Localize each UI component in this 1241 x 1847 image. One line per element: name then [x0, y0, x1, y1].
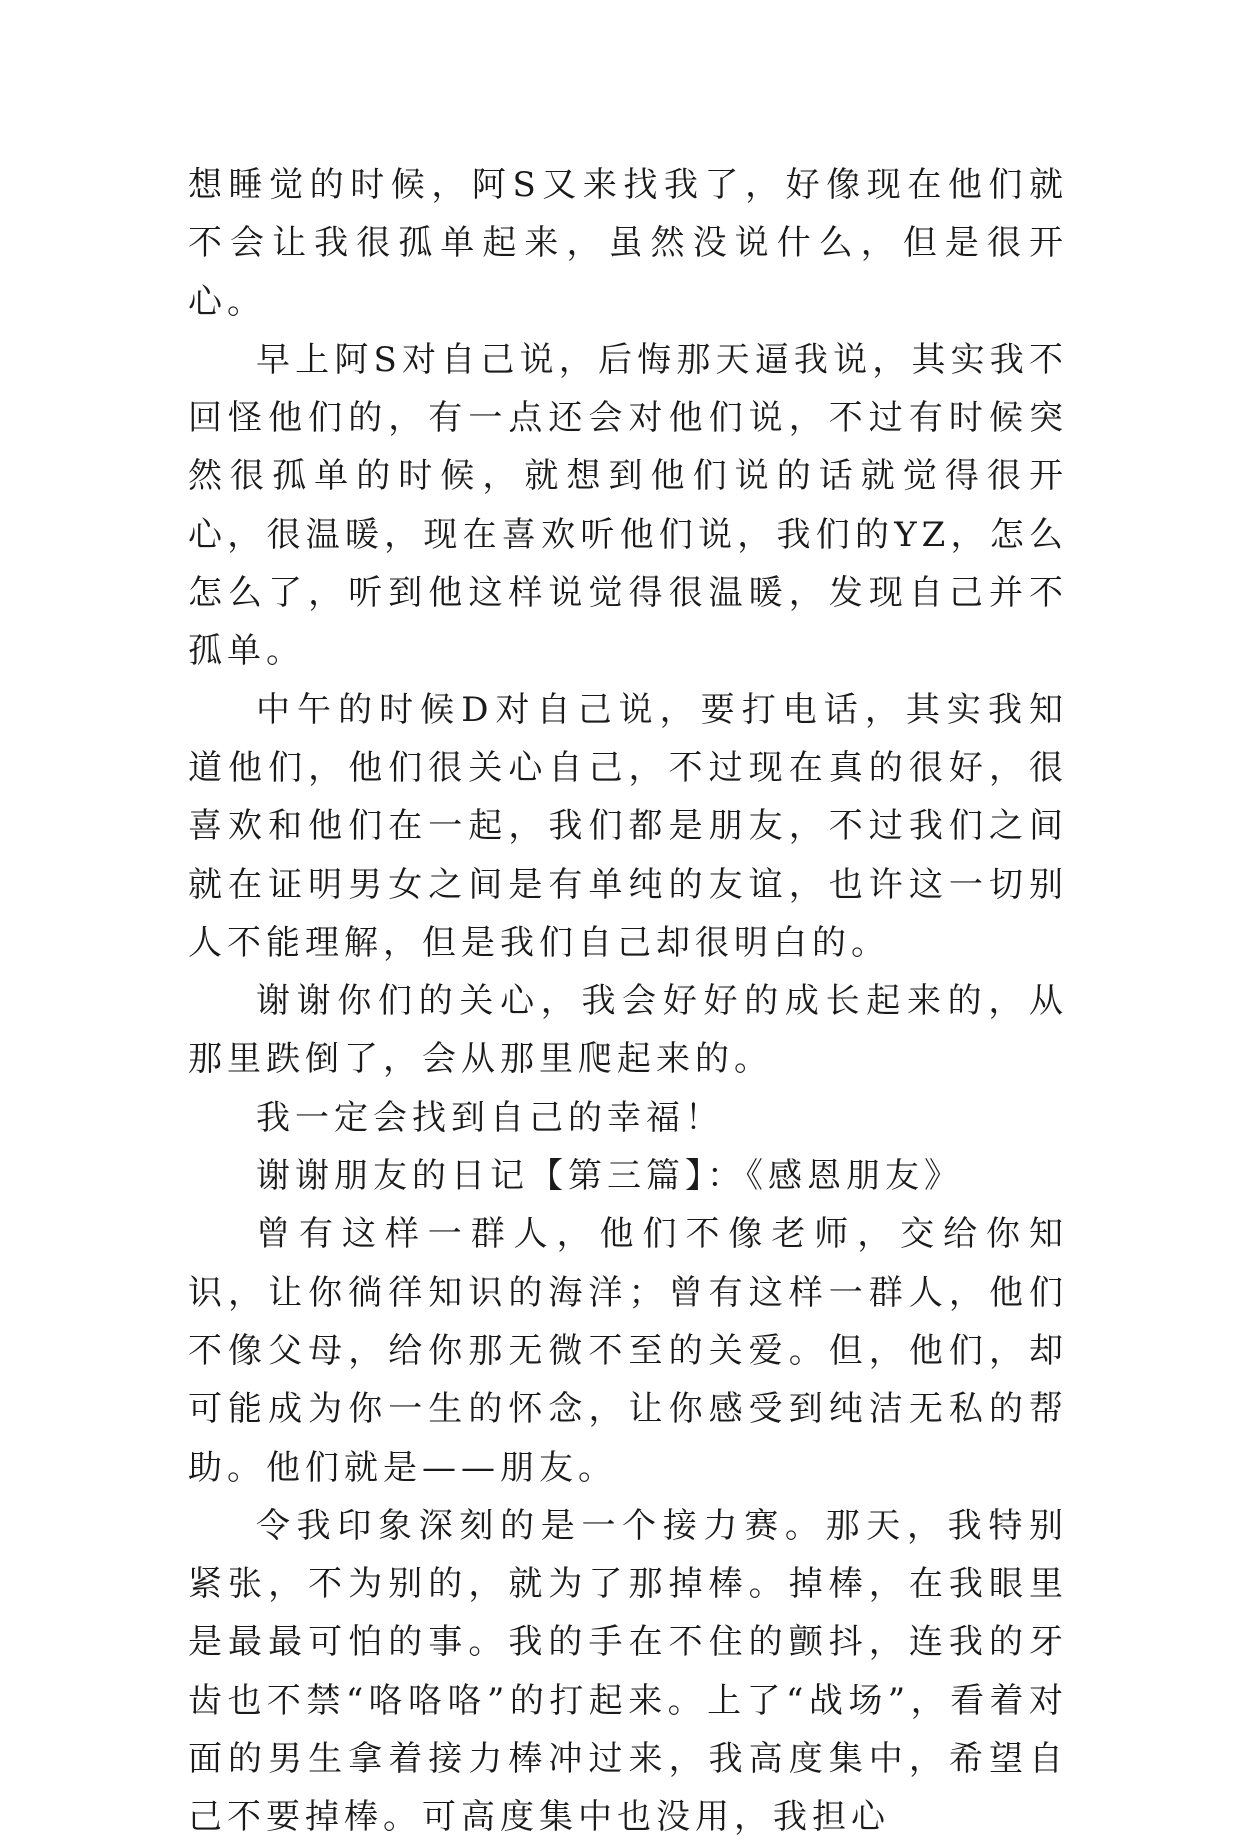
document-body [188, 156, 1068, 1847]
paragraph: 想睡觉的时候，阿S又来找我了，好像现在他们就不会让我很孤单起来，虽然没说什么，但是很开心。 [188, 165, 1068, 322]
paragraph: 中午的时候D对自己说，要打电话，其实我知道他们，他们很关心自己，不过现在真的很好，很喜欢和他们在一起，我们都是朋友，不过我们之间就在证明男女之间是有单纯的友谊，也许这一切别人不能理解，但是我们自己却很明白的。 [188, 689, 1068, 963]
section-heading: 谢谢朋友的日记【第三篇】：《感恩朋友》 [256, 1156, 963, 1197]
paragraph: 令我印象深刻的是一个接力赛。那天，我特别紧张，不为别的，就为了那掉棒。掉棒，在我眼里是最最可怕的事。我的手在不住的颤抖，连我的牙齿也不禁“咯咯咯”的打起来。上了“战场”，看着对面的男生拿着接力棒冲过来，我高度集中，希望自己不要掉棒。可高度集中也没用，我担心 [188, 1505, 1068, 1838]
paragraph: 早上阿S对自己说，后悔那天逼我说，其实我不回怪他们的，有一点还会对他们说，不过有时候突然很孤单的时候，就想到他们说的话就觉得很开心，很温暖，现在喜欢听他们说，我们的YZ，怎么怎么了，听到他这样说觉得很温暖，发现自己并不孤单。 [188, 339, 1068, 672]
paragraph: 曾有这样一群人，他们不像老师，交给你知识，让你徜徉知识的海洋；曾有这样一群人，他们不像父母，给你那无微不至的关爱。但，他们，却可能成为你一生的怀念，让你感受到纯洁无私的帮助。他们就是——朋友。 [188, 1214, 1068, 1488]
paragraph: 我一定会找到自己的幸福！ [256, 1097, 724, 1138]
paragraph: 谢谢你们的关心，我会好好的成长起来的，从那里跌倒了，会从那里爬起来的。 [188, 981, 1068, 1080]
